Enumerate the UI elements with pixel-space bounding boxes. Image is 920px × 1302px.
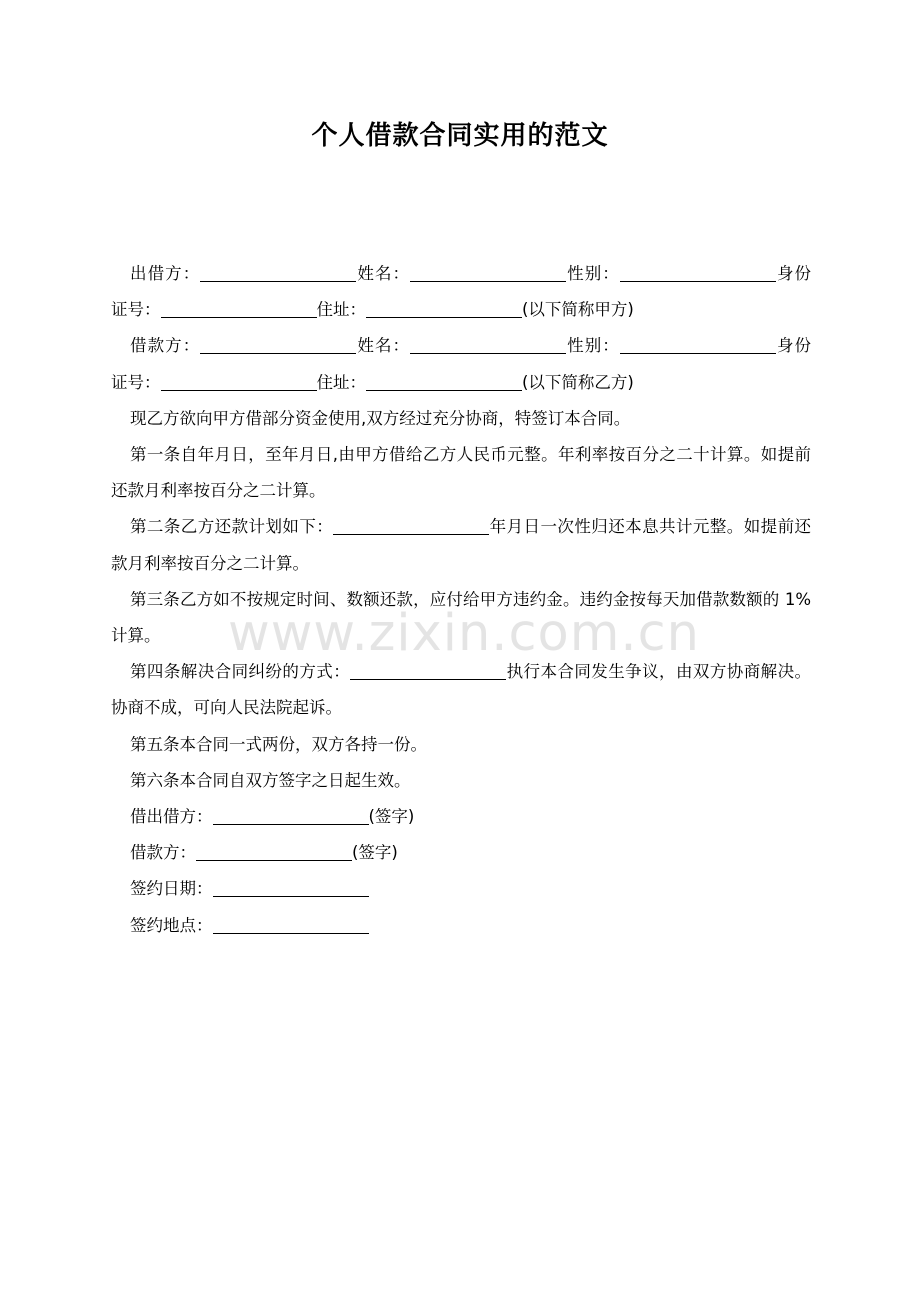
article-2-prefix: 第二条乙方还款计划如下：	[130, 517, 334, 537]
signature-lender-field	[213, 806, 369, 825]
lender-address-field	[366, 299, 522, 318]
borrower-role-label: 借款方：	[130, 336, 201, 356]
article-3: 第三条乙方如不按规定时间、数额还款，应付给甲方违约金。违约金按每天加借款数额的 1%计算。	[111, 589, 811, 646]
page-title: 个人借款合同实用的范文	[311, 121, 609, 151]
lender-id-label-a: 身	[775, 264, 795, 283]
article-4-suffix: 执行本合同发生争议，由双方协商解决。协商不成，可向人民法院起诉。	[111, 662, 812, 718]
lender-name-field	[410, 263, 566, 282]
article-4	[111, 654, 811, 726]
article-6: 第六条本合同自双方签字之日起生效。	[130, 770, 411, 790]
signing-place	[111, 908, 811, 944]
lender-blank-field	[200, 263, 356, 282]
borrower-address-field	[366, 372, 522, 391]
lender-name-label: 姓名：	[356, 264, 411, 283]
borrower-blank-field	[200, 335, 356, 354]
signing-date-field	[213, 878, 369, 897]
signing-date-label: 签约日期：	[130, 879, 213, 899]
contract-body	[111, 256, 811, 944]
lender-gender-label: 性别：	[566, 264, 620, 283]
lender-gender-field	[620, 263, 776, 282]
lender-role-label: 出借方：	[130, 264, 201, 283]
borrower-name-field	[410, 335, 566, 354]
intro-paragraph: 现乙方欲向甲方借部分资金使用,双方经过充分协商，特签订本合同。	[130, 408, 631, 428]
lender-alias: (以下简称甲方)	[522, 300, 634, 320]
borrower-gender-field	[620, 335, 776, 354]
borrower-id-field	[161, 372, 317, 391]
borrower-info	[111, 328, 811, 400]
borrower-address-label: 住址：	[316, 372, 366, 392]
borrower-alias: (以下简称乙方)	[522, 372, 634, 392]
article-5: 第五条本合同一式两份，双方各持一份。	[130, 734, 427, 754]
borrower-id-label-a: 身	[775, 336, 795, 356]
article-2-suffix: 年月日一次性归还本息共计元整。如提前还款月利率按百分之二计算。	[111, 517, 812, 573]
article-2	[111, 509, 811, 581]
signature-borrower-label: 借款方：	[130, 843, 196, 863]
signature-lender-note: (签字)	[368, 807, 415, 827]
dispute-method-field	[350, 661, 506, 680]
signing-place-field	[213, 915, 369, 934]
signing-date	[111, 871, 811, 907]
repayment-plan-field	[333, 516, 489, 535]
signature-lender	[111, 799, 811, 835]
borrower-id-label-b: 份证号：	[111, 336, 812, 392]
article-1: 第一条自年月日，至年月日,由甲方借给乙方人民币元整。年利率按百分之二十计算。如提前还款月利率按百分之二计算。	[111, 445, 811, 501]
signature-borrower-field	[196, 842, 352, 861]
lender-id-field	[161, 299, 317, 318]
lender-id-label-b: 份证号：	[111, 264, 812, 320]
lender-info	[111, 256, 811, 328]
watermark: www.zixin.com.cn	[228, 604, 700, 663]
signing-place-label: 签约地点：	[130, 915, 213, 935]
article-4-prefix: 第四条解决合同纠纷的方式：	[130, 662, 351, 682]
signature-lender-label: 借出借方：	[130, 807, 213, 827]
signature-borrower-note: (签字)	[352, 843, 398, 863]
borrower-gender-label: 性别：	[566, 336, 620, 356]
signature-borrower	[111, 835, 811, 871]
lender-address-label: 住址：	[316, 300, 366, 320]
borrower-name-label: 姓名：	[356, 336, 411, 356]
